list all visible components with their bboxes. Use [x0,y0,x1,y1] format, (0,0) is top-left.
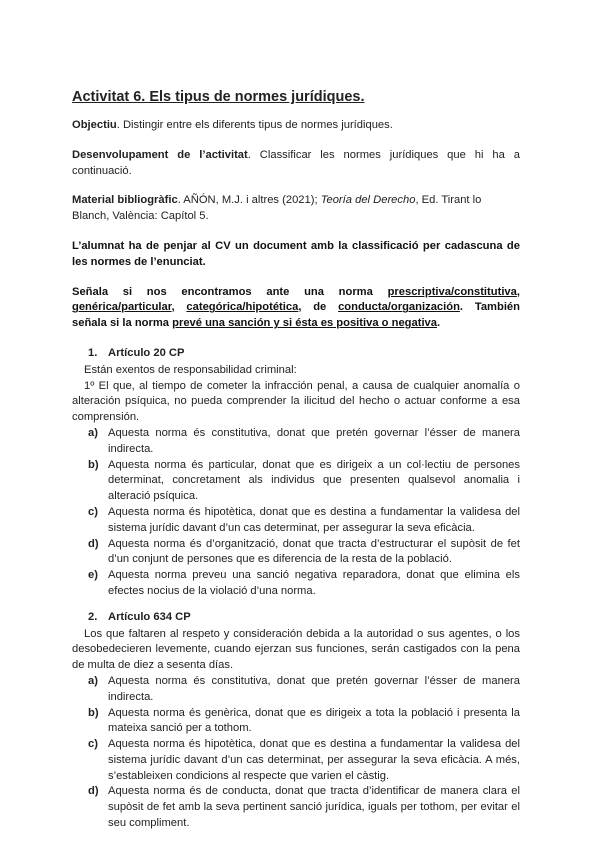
development-paragraph [72,148,520,180]
list-item-label: a) [88,674,98,687]
bibliography-text-post: , Ed. Tirant lo Blanch, València: Capítol 5. [72,194,482,223]
list-item-text: Aquesta norma és genèrica, donat que es dirigeix a tota la població i presenta la mateixa sanció per a tothom. [108,706,520,735]
bibliography-label: Material bibliogràfic [72,194,178,207]
senala-term-generica: genérica/particular [72,301,172,314]
list-item-label: e) [88,569,98,582]
section-heading [88,346,520,362]
list-item-text: Aquesta norma és hipotètica, donat que es destina a fundamentar la validesa del sistema jurídic davant d’un cas determinat, per assegurar la seva eficàcia. A més, s’estableixen condicions al respecte que varien el càstig. [108,738,520,782]
article-text-line: Los que faltaren al respeto y consideración debida a la autoridad o sus agentes, o los desobedecieren levemente, cuando ejerzan sus funciones, serán castigados con la pena de multa de diez a sesenta días. [72,627,520,672]
development-label: Desenvolupament de l’activitat [72,148,248,161]
list-item-text: Aquesta norma és d’organització, donat que tracta d’estructurar el supòsit de fet d’un conjunt de persones que es diferencia de la resta de la població. [108,537,520,566]
bibliography-paragraph [72,193,520,225]
classification-list [72,674,520,832]
senala-text-5: . También señala si la norma [72,301,520,330]
list-item-label: b) [88,458,99,471]
classification-instruction [72,285,520,332]
list-item-text: Aquesta norma és constitutiva, donat que pretén governar l’ésser de manera indirecta. [108,674,520,703]
senala-text-2: , [516,285,520,298]
bibliography-text-pre: . AÑÓN, M.J. i altres (2021); [177,194,321,207]
list-item [72,426,520,458]
list-item-text: Aquesta norma és hipotètica, donat que es destina a fundamentar la validesa del sistema jurídic davant d’un cas determinat, per assegurar la seva eficàcia. [108,505,520,534]
list-item [72,458,520,505]
list-item-label: b) [88,706,99,719]
senala-text-4: , de [298,301,339,314]
article-text-line: Están exentos de responsabilidad criminal: [84,363,297,376]
bibliography-book-title: Teoría del Derecho [320,194,416,207]
objective-paragraph [72,118,520,134]
list-item-text: Aquesta norma és constitutiva, donat que pretén governar l’ésser de manera indirecta. [108,426,520,455]
list-item [72,674,520,706]
objective-label: Objectiu [72,119,117,131]
senala-text-6: . [437,317,441,330]
senala-text-3: , [171,301,187,314]
section-number: 2. [88,610,98,623]
list-item-label: c) [88,738,98,751]
section-article-634 [72,610,520,832]
list-item-text: Aquesta norma és de conducta, donat que tracta d’identificar de manera clara el supòsit de fet amb la seva pertinent sanció jurídica, iguals per tothom, per evitar el seu compliment. [108,785,520,830]
section-article-20 [72,346,520,600]
classification-list [72,426,520,600]
list-item-text: Aquesta norma preveu una sanció negativa reparadora, donat que elimina els efectes nocius de la violació d’una norma. [108,569,520,597]
section-number: 1. [88,346,98,359]
senala-term-sancion: prevé una sanción y si ésta es positiva o negativa [172,317,438,330]
objective-text: . Distingir entre els diferents tipus de normes jurídiques. [116,119,393,131]
list-item-text: Aquesta norma és particular, donat que es dirigeix a un col·lectiu de persones determinat, concretament als individus que presenten qualsevol anomalia i alteració psíquica. [108,458,520,503]
senala-term-categorica: categórica/hipotética [186,301,299,314]
list-item-label: d) [88,537,99,550]
section-title: Artículo 20 CP [108,346,185,359]
senala-text-1: Señala si nos encontramos ante una norma [72,285,388,298]
list-item [72,784,520,831]
article-text-line: 1º El que, al tiempo de cometer la infracción penal, a causa de cualquier anomalía o alteración psíquica, no pueda comprender la ilicitud del hecho o actuar conforme a esa comprensión. [72,379,520,424]
senala-term-conducta: conducta/organización [338,301,460,314]
section-title: Artículo 634 CP [108,610,191,623]
section-heading [88,610,520,626]
list-item-label: c) [88,505,98,518]
list-item [72,568,520,600]
list-item [72,505,520,537]
development-text: . Classificar les normes jurídiques que hi ha a continuació. [72,148,520,177]
list-item-label: a) [88,426,98,439]
document-page [72,88,520,832]
senala-term-prescriptiva: prescriptiva/constitutiva [387,285,517,298]
page-title: Activitat 6. Els tipus de normes jurídiques. [72,89,365,105]
list-item [72,706,520,738]
list-item [72,737,520,784]
instruction-paragraph: L’alumnat ha de penjar al CV un document amb la classificació per cadascuna de les normes de l’enunciat. [72,239,520,268]
list-item [72,537,520,569]
list-item-label: d) [88,785,99,798]
